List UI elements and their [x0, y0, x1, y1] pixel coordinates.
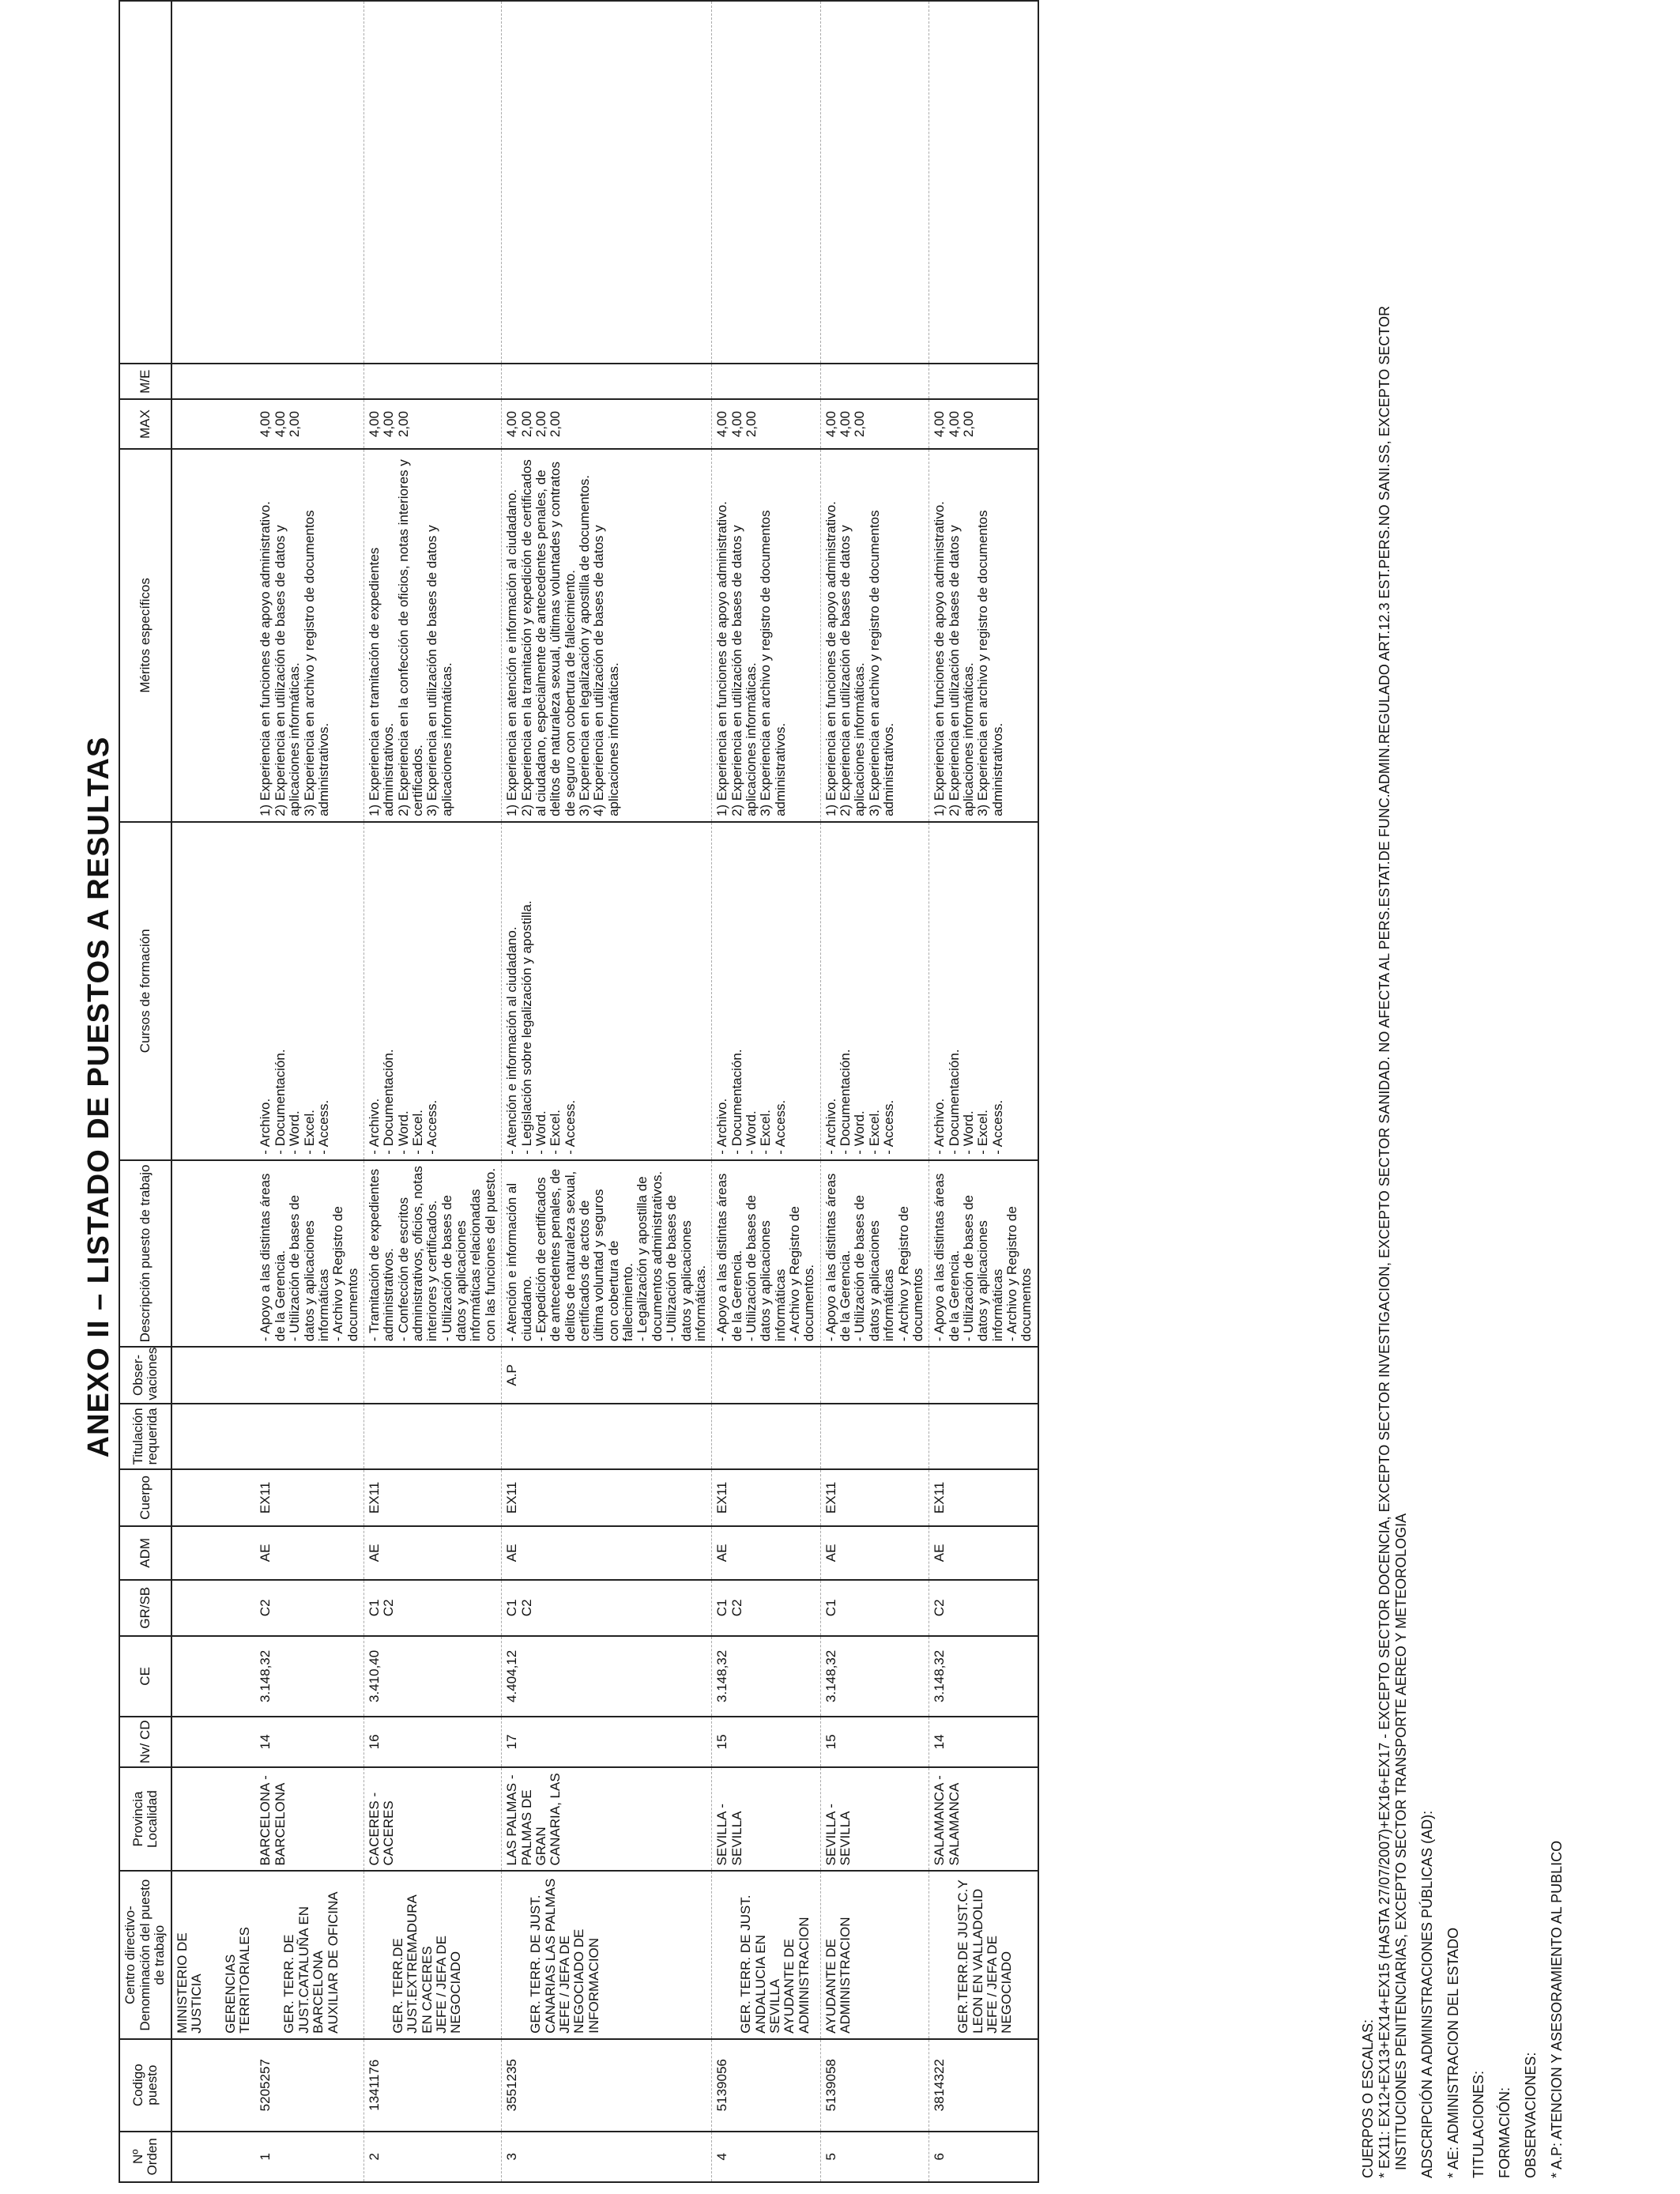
header-meritos: Méritos específicos: [119, 449, 171, 822]
header-codigo: Codigo puesto: [119, 2039, 171, 2132]
descripcion-cell-line: - Apoyo a las distintas áreas de la Gerencia.: [258, 1173, 288, 1342]
cursos-cell-line: - Excel.: [866, 1110, 882, 1155]
blank-cell: [820, 1, 929, 364]
descripcion-cell: [502, 1160, 712, 1348]
grsb-line: C1: [714, 1599, 730, 1617]
cursos-cell-line: - Documentación.: [381, 1049, 397, 1155]
header-cursos: Cursos de formación: [119, 822, 171, 1160]
ce-cell: 3.148,32: [929, 1636, 1038, 1717]
notes-adscripcion-title: ADSCRIPCIÓN A ADMINISTRACIONES PÚBLICAS (AD):: [1418, 1810, 1435, 2178]
cursos-cell-line: - Access.: [881, 1099, 897, 1155]
cursos-cell: [929, 822, 1038, 1160]
codigo-cell: 5205257: [255, 2039, 363, 2132]
meritos-cell: [255, 449, 363, 822]
meritos-cell: [929, 449, 1038, 822]
descripcion-cell-line: - Tramitación de expedientes administrativos.: [366, 1168, 397, 1342]
header-me: M/E: [119, 364, 171, 399]
header-blank: [119, 1, 171, 364]
me-cell: [255, 364, 363, 399]
titulacion-cell: [929, 1404, 1038, 1470]
descripcion-cell-line: - Archivo y Registro de documentos: [1004, 1206, 1034, 1342]
adm-cell: AE: [820, 1526, 929, 1580]
max-cell-line: 4,00: [258, 411, 273, 438]
meritos-cell-line: 4) Experiencia en utilización de bases de datos y aplicaciones informáticas.: [591, 525, 621, 816]
observaciones-cell: [929, 1347, 1038, 1403]
me-cell: [929, 364, 1038, 399]
table-row: [363, 1, 501, 2182]
max-cell-line: 4,00: [823, 411, 838, 438]
meritos-cell-line: 1) Experiencia en funciones de apoyo administrativo.: [823, 501, 838, 816]
notes-observaciones-title: OBSERVACIONES:: [1523, 2052, 1539, 2178]
orden-cell: 5: [820, 2132, 929, 2182]
max-cell-line: 4,00: [946, 411, 962, 438]
titulacion-cell: [363, 1404, 501, 1470]
codigo-cell: 5139058: [820, 2039, 929, 2132]
notes-cuerpos-line2: INSTITUCIONES PENITENCIARIAS, EXCEPTO SECTOR TRANSPORTE AEREO Y METEOROLOGIA: [1392, 1513, 1409, 2170]
ce-cell: 4.404,12: [502, 1636, 712, 1717]
cursos-cell-line: - Access.: [772, 1099, 788, 1155]
meritos-cell-line: 3) Experiencia en archivo y registro de documentos administrativos.: [758, 510, 788, 816]
meritos-cell-line: 2) Experiencia en utilización de bases de datos y aplicaciones informáticas.: [946, 525, 976, 816]
group-label: GER. TERR. DE JUST. CANARIAS LAS PALMAS: [528, 1878, 558, 2034]
meritos-cell-line: 3) Experiencia en archivo y registro de documentos administrativos.: [301, 510, 331, 816]
max-cell-line: 4,00: [504, 411, 520, 438]
descripcion-cell-line: - Expedición de certificados de antecedentes penales, de delitos de naturaleza sexual, certificados de actos de última voluntad y seguros con cobertura de fallecimiento.: [533, 1168, 636, 1342]
observaciones-cell: [255, 1347, 363, 1403]
cuerpo-cell: EX11: [363, 1469, 501, 1525]
meritos-cell: [502, 449, 712, 822]
descripcion-cell: [363, 1160, 501, 1348]
ce-cell: 3.148,32: [712, 1636, 821, 1717]
table-row: [820, 1, 929, 2182]
header-provincia: Provincia Localidad: [119, 1767, 171, 1872]
header-cuerpo: Cuerpo: [119, 1469, 171, 1525]
header-observaciones: Obser- vaciones: [119, 1347, 171, 1403]
table-header-row: [119, 1, 171, 2182]
meritos-cell-line: 3) Experiencia en legalización y apostilla de documentos.: [576, 475, 592, 816]
centro-cell: [502, 1871, 712, 2038]
grsb-line: C2: [258, 1599, 273, 1617]
me-cell: [502, 364, 712, 399]
meritos-cell-line: 2) Experiencia en utilización de bases de datos y aplicaciones informáticas.: [272, 525, 303, 816]
meritos-cell: [712, 449, 821, 822]
descripcion-cell-line: - Apoyo a las distintas áreas de la Gerencia.: [714, 1173, 744, 1342]
notes-cuerpos-title: CUERPOS O ESCALAS:: [1360, 2019, 1376, 2178]
cursos-cell-line: - Excel.: [975, 1110, 991, 1155]
titulacion-cell: [820, 1404, 929, 1470]
notes-cuerpos-line1: * EX11: EX12+EX13+EX14+EX15 (HASTA 27/07/2007)+EX16+EX17 - EXCEPTO SECTOR DOCENCIA, EXCEPTO SECTOR INVESTIGACION, EXCEPTO SECTOR SANIDAD. NO AFECTA AL PERS.ESTAT.DE FUNC.ADMIN.REGULADO ART.12.3 EST.PERS.NO SANI.SS, EXCEPTO SECTOR: [1376, 306, 1392, 2178]
provincia-cell: SALAMANCA - SALAMANCA: [929, 1767, 1038, 1872]
nivel-cell: 15: [820, 1717, 929, 1766]
cursos-cell: [820, 822, 929, 1160]
group-label: GER. TERR.DE JUST.EXTREMADURA EN CACERES: [390, 1895, 435, 2034]
orden-cell: 6: [929, 2132, 1038, 2182]
nivel-cell: 15: [712, 1717, 821, 1766]
centro-cell: [929, 1871, 1038, 2038]
cursos-cell-line: - Access.: [989, 1099, 1005, 1155]
cursos-cell-line: - Word.: [743, 1110, 759, 1155]
titulacion-cell: [502, 1404, 712, 1470]
meritos-cell-line: 3) Experiencia en archivo y registro de documentos administrativos.: [866, 510, 897, 816]
max-cell-line: 4,00: [272, 411, 288, 438]
table-row: [712, 1, 821, 2182]
centro-cell: [820, 1871, 929, 2038]
grsb-line: C2: [932, 1599, 947, 1617]
group-label: GER.TERR.DE JUST.C.Y LEON EN VALLADOLID: [955, 1879, 985, 2034]
orden-cell: 4: [712, 2132, 821, 2182]
header-centro: Centro directivo- Denominación del puesto de trabajo: [119, 1871, 171, 2038]
orden-cell: 3: [502, 2132, 712, 2182]
ce-cell: 3.148,32: [255, 1636, 363, 1717]
max-cell-line: 2,00: [852, 411, 868, 438]
max-cell-line: 4,00: [729, 411, 744, 438]
header-grsb: GR/SB: [119, 1580, 171, 1635]
meritos-cell-line: 1) Experiencia en atención e información al ciudadano.: [504, 488, 520, 816]
max-cell: [820, 399, 929, 448]
cursos-cell-line: - Excel.: [758, 1110, 774, 1155]
descripcion-cell-line: - Atención e información al ciudadano.: [504, 1182, 534, 1342]
descripcion-cell: [929, 1160, 1038, 1348]
cursos-cell-line: - Legislación sobre legalización y apostilla.: [518, 900, 534, 1155]
puesto-label: JEFE / JEFA DE NEGOCIADO DE INFORMACION: [556, 1928, 601, 2034]
observaciones-cell: [820, 1347, 929, 1403]
meritos-cell-line: 1) Experiencia en funciones de apoyo administrativo.: [714, 501, 730, 816]
max-cell: [929, 399, 1038, 448]
group-label: GER. TERR. DE JUST.CATALUÑA EN BARCELONA: [281, 1906, 326, 2034]
cursos-cell-line: - Access.: [424, 1099, 440, 1155]
header-adm: ADM: [119, 1526, 171, 1580]
provincia-cell: SEVILLA - SEVILLA: [712, 1767, 821, 1872]
meritos-cell-line: 2) Experiencia en utilización de bases de datos y aplicaciones informáticas.: [729, 525, 759, 816]
puesto-label: AYUDANTE DE ADMINISTRACION: [823, 1917, 853, 2034]
observaciones-cell: A.P: [502, 1347, 712, 1403]
codigo-cell: 3814322: [929, 2039, 1038, 2132]
blank-cell: [502, 1, 712, 364]
blank-cell: [712, 1, 821, 364]
cursos-cell-line: - Archivo.: [366, 1098, 382, 1155]
max-cell: [712, 399, 821, 448]
grsb-cell: [502, 1580, 712, 1635]
meritos-cell: [363, 449, 501, 822]
cursos-cell-line: - Documentación.: [272, 1049, 288, 1155]
adm-cell: AE: [502, 1526, 712, 1580]
page-title: ANEXO II – LISTADO DE PUESTOS A RESULTAS: [82, 736, 115, 1458]
puesto-label: AYUDANTE DE ADMINISTRACION: [782, 1917, 812, 2034]
cursos-cell-line: - Documentación.: [946, 1049, 962, 1155]
grsb-line: C2: [729, 1599, 744, 1617]
meritos-cell-line: 1) Experiencia en funciones de apoyo administrativo.: [258, 501, 273, 816]
grsb-cell: [712, 1580, 821, 1635]
cuerpo-cell: EX11: [502, 1469, 712, 1525]
orden-cell: 1: [255, 2132, 363, 2182]
grsb-line: C1: [823, 1599, 838, 1617]
max-cell-line: 4,00: [932, 411, 947, 438]
ce-cell: 3.410,40: [363, 1636, 501, 1717]
cursos-cell: [255, 822, 363, 1160]
adm-cell: AE: [712, 1526, 821, 1580]
descripcion-cell-line: - Utilización de bases de datos y aplicaciones informáticas.: [664, 1195, 708, 1342]
puesto-label: JEFE / JEFA DE NEGOCIADO: [984, 1936, 1015, 2034]
observaciones-cell: [363, 1347, 501, 1403]
adm-cell: AE: [363, 1526, 501, 1580]
cursos-cell-line: - Word.: [852, 1110, 868, 1155]
centro-cell: [712, 1871, 821, 2038]
header-nivel: Nv/ CD: [119, 1717, 171, 1766]
adm-cell: AE: [255, 1526, 363, 1580]
adm-cell: AE: [929, 1526, 1038, 1580]
max-cell-line: 2,00: [518, 411, 534, 438]
blank-cell: [929, 1, 1038, 364]
cuerpo-cell: EX11: [712, 1469, 821, 1525]
max-cell: [502, 399, 712, 448]
max-cell-line: 4,00: [838, 411, 853, 438]
cursos-cell-line: - Documentación.: [838, 1049, 853, 1155]
group-row-ministerio: [171, 1, 255, 2182]
provincia-cell: LAS PALMAS - PALMAS DE GRAN CANARIA, LAS: [502, 1767, 712, 1872]
me-cell: [820, 364, 929, 399]
meritos-cell-line: 3) Experiencia en utilización de bases de datos y aplicaciones informáticas.: [424, 525, 454, 816]
table-row: [929, 1, 1038, 2182]
descripcion-cell-line: - Apoyo a las distintas áreas de la Gerencia.: [932, 1173, 962, 1342]
table-row: [255, 1, 363, 2182]
cursos-cell-line: - Archivo.: [714, 1098, 730, 1155]
descripcion-cell-line: - Utilización de bases de datos y aplicaciones informáticas: [743, 1195, 788, 1342]
results-table: [119, 0, 1039, 2183]
cursos-cell-line: - Word.: [960, 1110, 976, 1155]
cursos-cell-line: - Atención e información al ciudadano.: [504, 926, 520, 1155]
grsb-line: C2: [381, 1599, 397, 1617]
cursos-cell-line: - Word.: [533, 1110, 548, 1155]
nivel-cell: 14: [929, 1717, 1038, 1766]
cursos-cell-line: - Excel.: [410, 1110, 426, 1155]
me-cell: [363, 364, 501, 399]
max-cell-line: 2,00: [287, 411, 303, 438]
group-ministerio: MINISTERIO DE JUSTICIA GERENCIAS TERRITORIALES: [171, 1871, 255, 2038]
descripcion-cell-line: - Utilización de bases de datos y aplicaciones informáticas: [287, 1195, 331, 1342]
max-cell-line: 2,00: [960, 411, 976, 438]
meritos-cell-line: 2) Experiencia en la confección de oficios, notas interiores y certificados.: [395, 459, 426, 816]
nivel-cell: 17: [502, 1717, 712, 1766]
cursos-cell-line: - Documentación.: [729, 1049, 744, 1155]
cursos-cell-line: - Archivo.: [823, 1098, 838, 1155]
cursos-cell: [502, 822, 712, 1160]
codigo-cell: 1341176: [363, 2039, 501, 2132]
descripcion-cell: [820, 1160, 929, 1348]
cursos-cell: [712, 822, 821, 1160]
nivel-cell: 14: [255, 1717, 363, 1766]
cursos-cell-line: - Excel.: [301, 1110, 317, 1155]
header-titulacion: Titulación requerida: [119, 1404, 171, 1470]
cursos-cell-line: - Word.: [395, 1110, 411, 1155]
descripcion-cell-line: - Legalización y apostilla de documentos administrativos.: [635, 1171, 665, 1342]
meritos-cell-line: 2) Experiencia en la tramitación y expedición de certificados al ciudadano, especialmente de antecedentes penales, de delitos de naturaleza sexual, últimas voluntades y contratos de seguro con cobertura de fallecimiento.: [518, 459, 578, 816]
max-cell-line: 2,00: [743, 411, 759, 438]
grsb-cell: [820, 1580, 929, 1635]
descripcion-cell-line: - Archivo y Registro de documentos.: [787, 1206, 817, 1342]
provincia-cell: BARCELONA - BARCELONA: [255, 1767, 363, 1872]
descripcion-cell: [255, 1160, 363, 1348]
header-max: MAX: [119, 399, 171, 448]
codigo-cell: 3551235: [502, 2039, 712, 2132]
group-label: GER. TERR. DE JUST. ANDALUCIA EN SEVILLA: [738, 1894, 782, 2034]
titulacion-cell: [712, 1404, 821, 1470]
provincia-cell: CACERES - CACERES: [363, 1767, 501, 1872]
codigo-cell: 5139056: [712, 2039, 821, 2132]
descripcion-cell-line: - Archivo y Registro de documentos: [895, 1206, 925, 1342]
puesto-label: AUXILIAR DE OFICINA: [325, 1891, 341, 2034]
cuerpo-cell: EX11: [255, 1469, 363, 1525]
centro-cell: [363, 1871, 501, 2038]
max-cell-line: 4,00: [381, 411, 397, 438]
descripcion-cell-line: - Confección de escritos administrativos, oficios, notas interiores y certificados.: [395, 1166, 440, 1342]
puesto-label: JEFE / JEFA DE NEGOCIADO: [434, 1936, 464, 2034]
max-cell-line: 2,00: [548, 411, 563, 438]
notes-adscripcion-ae: * AE: ADMINISTRACION DEL ESTADO: [1445, 1927, 1461, 2178]
grsb-line: C2: [518, 1599, 534, 1617]
ce-cell: 3.148,32: [820, 1636, 929, 1717]
blank-cell: [363, 1, 501, 364]
max-cell: [255, 399, 363, 448]
me-cell: [712, 364, 821, 399]
notes-titulaciones: TITULACIONES:: [1471, 2070, 1487, 2178]
cursos-cell-line: - Access.: [562, 1099, 578, 1155]
descripcion-cell: [712, 1160, 821, 1348]
max-cell-line: 2,00: [533, 411, 548, 438]
descripcion-cell-line: - Archivo y Registro de documentos: [330, 1206, 360, 1342]
header-descripcion: Descripción puesto de trabajo: [119, 1160, 171, 1348]
centro-cell: [255, 1871, 363, 2038]
descripcion-cell-line: - Apoyo a las distintas áreas de la Gerencia.: [823, 1173, 853, 1342]
provincia-cell: SEVILLA - SEVILLA: [820, 1767, 929, 1872]
cursos-cell-line: - Archivo.: [258, 1098, 273, 1155]
cursos-cell-line: - Archivo.: [932, 1098, 947, 1155]
grsb-cell: [929, 1580, 1038, 1635]
meritos-cell-line: 1) Experiencia en funciones de apoyo administrativo.: [932, 501, 947, 816]
meritos-cell-line: 3) Experiencia en archivo y registro de documentos administrativos.: [975, 510, 1005, 816]
header-ce: CE: [119, 1636, 171, 1717]
titulacion-cell: [255, 1404, 363, 1470]
grsb-cell: [363, 1580, 501, 1635]
meritos-cell: [820, 449, 929, 822]
grsb-line: C1: [504, 1599, 520, 1617]
header-orden: Nº Orden: [119, 2132, 171, 2182]
max-cell-line: 4,00: [366, 411, 382, 438]
meritos-cell-line: 1) Experiencia en tramitación de expedientes administrativos.: [366, 547, 397, 816]
cursos-cell-line: - Word.: [287, 1110, 303, 1155]
cuerpo-cell: EX11: [929, 1469, 1038, 1525]
notes-block: [1361, 44, 1576, 2178]
table-row: [502, 1, 712, 2182]
max-cell: [363, 399, 501, 448]
max-cell-line: 4,00: [714, 411, 730, 438]
cursos-cell-line: - Excel.: [548, 1110, 563, 1155]
observaciones-cell: [712, 1347, 821, 1403]
descripcion-cell-line: - Utilización de bases de datos y aplicaciones informáticas: [852, 1195, 897, 1342]
descripcion-cell-line: - Utilización de bases de datos y aplicaciones informáticas relacionadas con las funciones del puesto.: [439, 1167, 498, 1342]
max-cell-line: 2,00: [395, 411, 411, 438]
meritos-cell-line: 2) Experiencia en utilización de bases de datos y aplicaciones informáticas.: [838, 525, 868, 816]
nivel-cell: 16: [363, 1717, 501, 1766]
notes-observaciones-ap: * A.P: ATENCION Y ASESORAMIENTO AL PUBLICO: [1549, 1840, 1565, 2178]
rows-body: [255, 1, 1038, 2182]
cursos-cell: [363, 822, 501, 1160]
blank-cell: [255, 1, 363, 364]
cursos-cell-line: - Access.: [315, 1099, 331, 1155]
cuerpo-cell: EX11: [820, 1469, 929, 1525]
grsb-line: C1: [366, 1599, 382, 1617]
descripcion-cell-line: - Utilización de bases de datos y aplicaciones informáticas: [960, 1195, 1005, 1342]
notes-formacion: FORMACIÓN:: [1497, 2087, 1513, 2178]
grsb-cell: [255, 1580, 363, 1635]
orden-cell: 2: [363, 2132, 501, 2182]
